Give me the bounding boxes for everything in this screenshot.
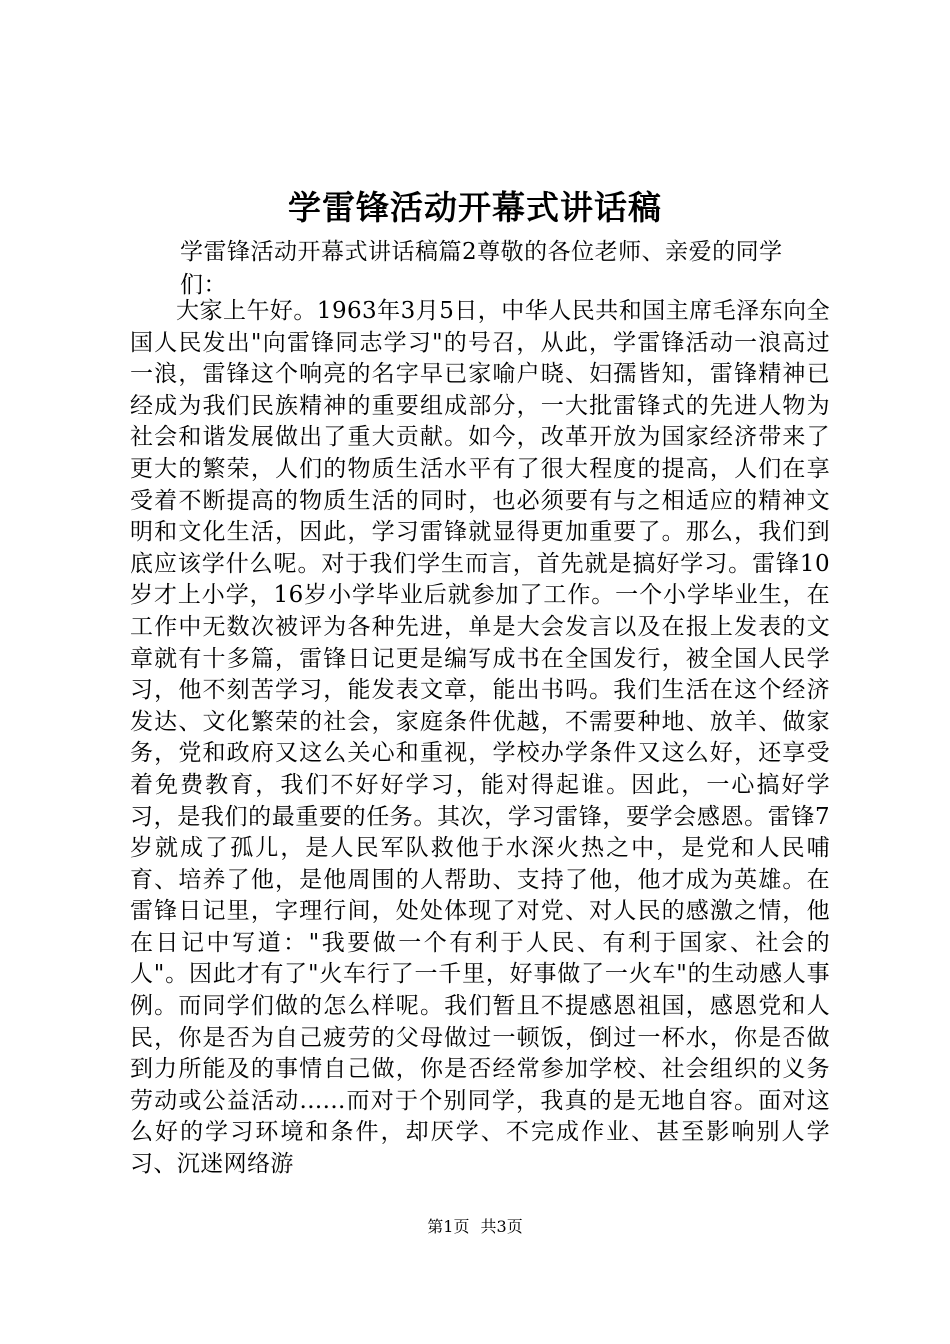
page-number: 第1页 (427, 1217, 470, 1236)
page-total: 共3页 (480, 1217, 523, 1236)
document-title: 学雷锋活动开幕式讲话稿 (288, 188, 662, 227)
page-footer (0, 1217, 950, 1237)
document-body: 大家上午好。1963年3月5日，中华人民共和国主席毛泽东向全国人民发出"向雷锋同志学习"的号召，从此，学雷锋活动一浪高过一浪，雷锋这个响亮的名字早已家喻户晓、妇孺皆知，雷锋精神已经成为我们民族精神的重要组成部分，一大批雷锋式的先进人物为社会和谐发展做出了重大贡献。如今，改革开放为国家经济带来了更大的繁荣，人们的物质生活水平有了很大程度的提高，人们在享受着不断提高的物质生活的同时，也必须要有与之相适应的精神文明和文化生活，因此，学习雷锋就显得更加重要了。那么，我们到底应该学什么呢。对于我们学生而言，首先就是搞好学习。雷锋10岁才上小学，16岁小学毕业后就参加了工作。一个小学毕业生，在工作中无数次被评为各种先进，单是大会发言以及在报上发表的文章就有十多篇，雷锋日记更是编写成书在全国发行，被全国人民学习，他不刻苦学习，能发表文章，能出书吗。我们生活在这个经济发达、文化繁荣的社会，家庭条件优越，不需要种地、放羊、做家务，党和政府又这么关心和重视，学校办学条件又这么好，还享受着免费教育，我们不好好学习，能对得起谁。因此，一心搞好学习，是我们的最重要的任务。其次，学习雷锋，要学会感恩。雷锋7岁就成了孤儿，是人民军队救他于水深火热之中，是党和人民哺育、培养了他，是他周围的人帮助、支持了他，他才成为英雄。在雷锋日记里，字理行间，处处体现了对党、对人民的感激之情，他在日记中写道："我要做一个有利于人民、有利于国家、社会的人"。因此才有了"火车行了一千里，好事做了一火车"的生动感人事例。而同学们做的怎么样呢。我们暂且不提感恩祖国，感恩党和人民，你是否为自己疲劳的父母做过一顿饭，倒过一杯水，你是否做到力所能及的事情自己做，你是否经常参加学校、社会组织的义务劳动或公益活动......而对于个别同学，我真的是无地自容。面对这么好的学习环境和条件，却厌学、不完成作业、甚至影响别人学习、沉迷网络游 (130, 298, 830, 1178)
document-subtitle: 学雷锋活动开幕式讲话稿篇2尊敬的各位老师、亲爱的同学们： (180, 239, 783, 298)
